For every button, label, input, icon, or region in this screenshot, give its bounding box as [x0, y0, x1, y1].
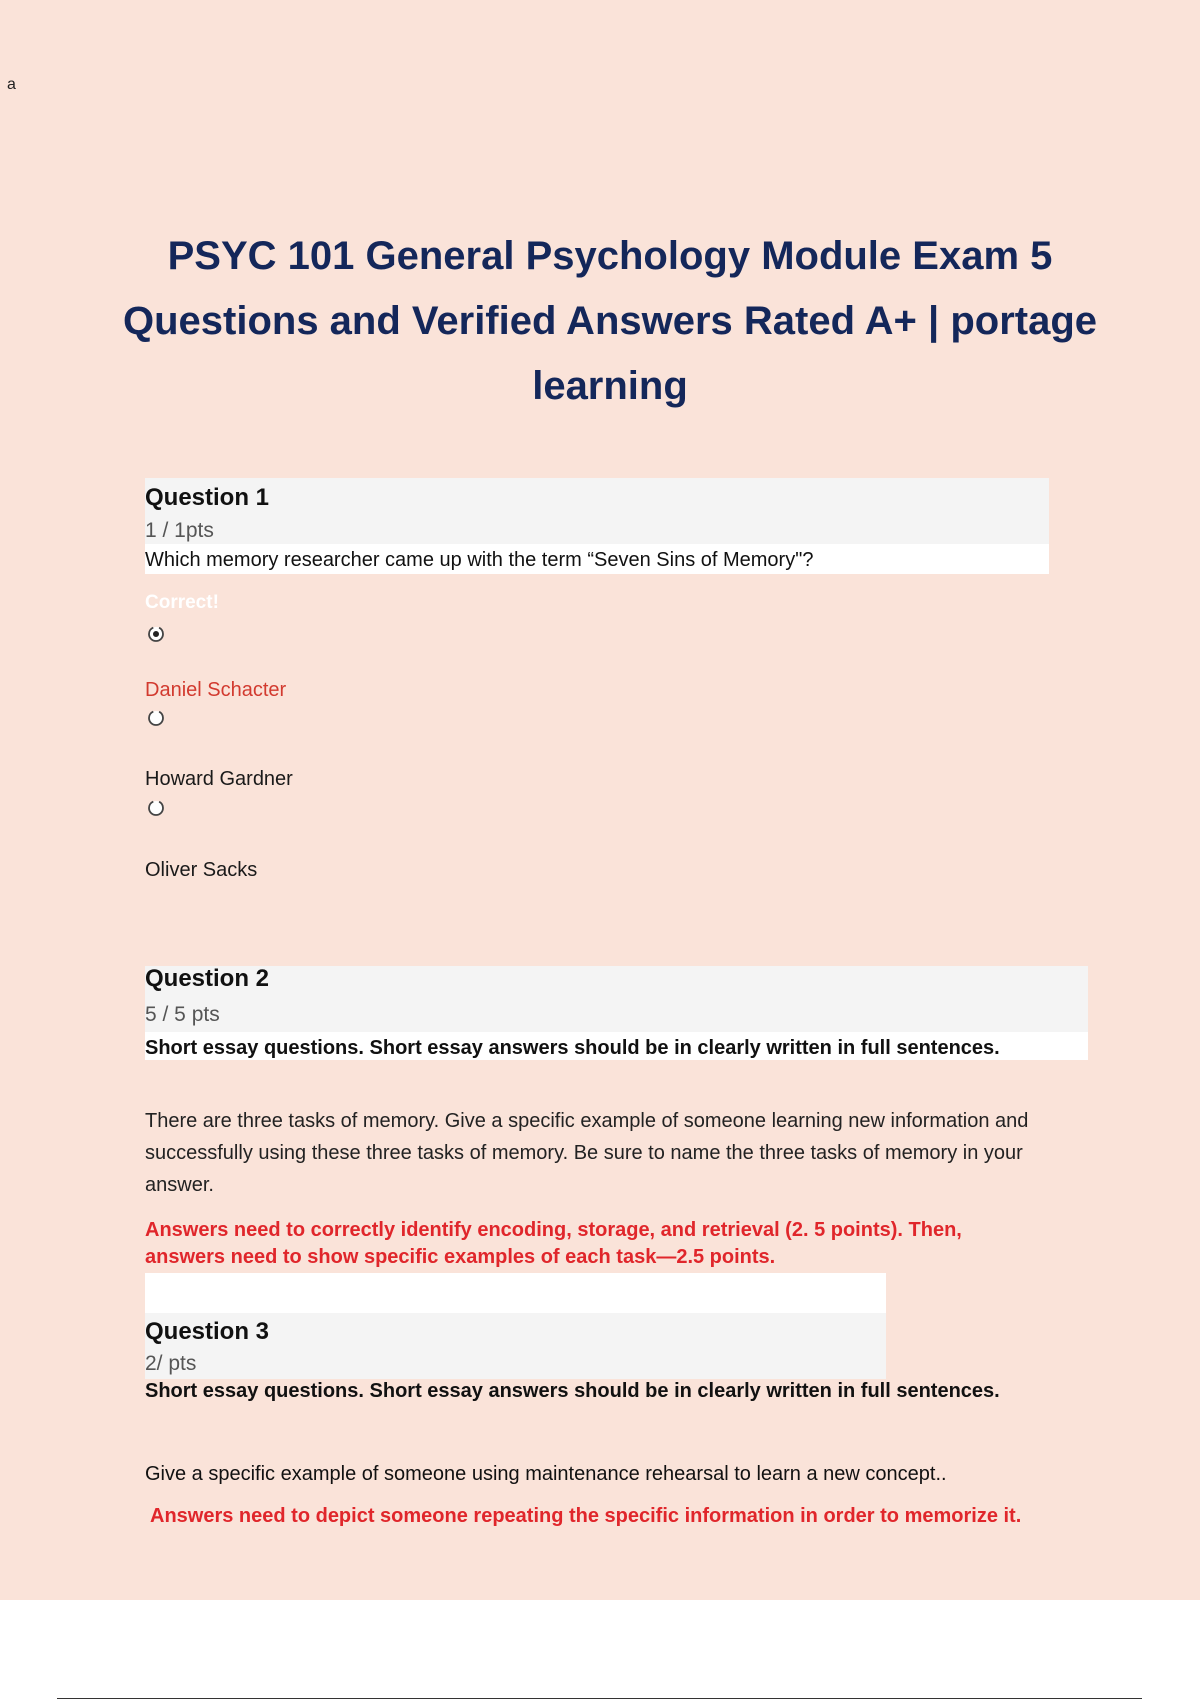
document-title: PSYC 101 General Psychology Module Exam 5 Questions and Verified Answers Rated A+ | portage learning: [122, 234, 1098, 408]
corner-mark: a: [7, 76, 16, 93]
question-3-instruction: Short essay questions. Short essay answers should be in clearly written in full sentences.: [145, 1380, 1000, 1402]
question-2-points: 5 / 5 pts: [145, 1003, 220, 1026]
question-1-prompt: Which memory researcher came up with the term “Seven Sins of Memory"?: [145, 549, 814, 571]
question-2-prompt: There are three tasks of memory. Give a specific example of someone learning new information and successfully using these three tasks of memory. Be sure to name the three tasks of memory in your answer.: [145, 1110, 1029, 1196]
question-3-points: 2/ pts: [145, 1352, 197, 1375]
footer-divider: [57, 1698, 1142, 1699]
question-3-answer-key: Answers need to depict someone repeating the specific information in order to memorize it.: [150, 1505, 1022, 1527]
option-daniel-schacter[interactable]: Daniel Schacter: [145, 679, 287, 701]
question-3-blank-bg: [145, 1273, 886, 1313]
question-3-prompt: Give a specific example of someone using maintenance rehearsal to learn a new concept..: [145, 1463, 947, 1485]
option-2-radio-icon[interactable]: [147, 709, 165, 727]
question-1-header-bg: [145, 478, 1049, 544]
question-2-answer-key: Answers need to correctly identify encoding, storage, and retrieval (2. 5 points). Then, answers need to show specific examples of each task—2.5 points.: [145, 1219, 962, 1268]
question-2-header-bg: [145, 966, 1088, 1032]
question-1-title: Question 1: [145, 484, 270, 511]
question-1-points: 1 / 1pts: [145, 519, 214, 542]
question-2-title: Question 2: [145, 965, 270, 992]
correct-label: Correct!: [145, 592, 219, 613]
question-3-title: Question 3: [145, 1318, 270, 1345]
option-1-radio-icon[interactable]: [147, 625, 165, 643]
question-2-instruction: Short essay questions. Short essay answers should be in clearly written in full sentences.: [145, 1037, 1000, 1059]
option-howard-gardner[interactable]: Howard Gardner: [145, 768, 293, 790]
option-oliver-sacks[interactable]: Oliver Sacks: [145, 859, 258, 881]
option-3-radio-icon[interactable]: [147, 799, 165, 817]
